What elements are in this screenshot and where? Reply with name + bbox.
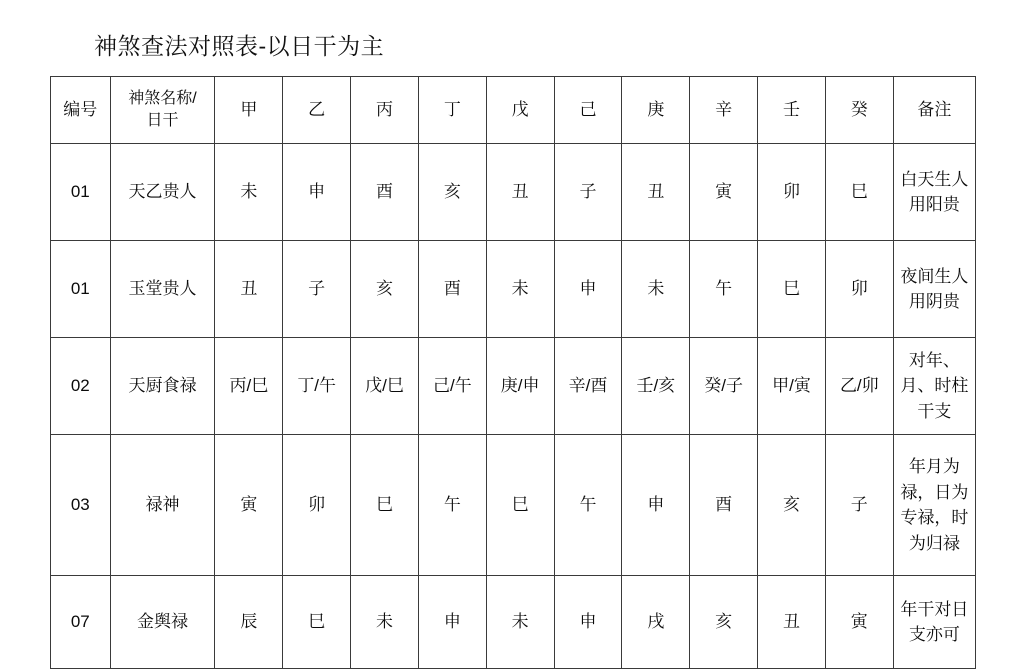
header-stem-wu: 戊: [486, 77, 554, 144]
row-name: 禄神: [110, 435, 215, 576]
cell-value: 午: [418, 435, 486, 576]
row-name: 金舆禄: [110, 576, 215, 669]
cell-value: 丑: [758, 576, 826, 669]
cell-value: 未: [215, 144, 283, 241]
cell-value: 未: [486, 241, 554, 338]
header-stem-ji: 己: [554, 77, 622, 144]
header-stem-jia: 甲: [215, 77, 283, 144]
cell-value: 丑: [622, 144, 690, 241]
row-id: 02: [51, 338, 111, 435]
cell-value: 巳: [825, 144, 893, 241]
row-note: 对年、月、时柱干支: [893, 338, 975, 435]
row-name: 玉堂贵人: [110, 241, 215, 338]
cell-value: 申: [283, 144, 351, 241]
cell-value: 申: [554, 241, 622, 338]
cell-value: 申: [622, 435, 690, 576]
cell-value: 午: [554, 435, 622, 576]
cell-value: 戌: [622, 576, 690, 669]
cell-value: 寅: [690, 144, 758, 241]
header-stem-xin: 辛: [690, 77, 758, 144]
row-note: 白天生人用阳贵: [893, 144, 975, 241]
table-row: [51, 576, 976, 669]
cell-value: 子: [283, 241, 351, 338]
cell-value: 庚/申: [486, 338, 554, 435]
header-name-line1: 神煞名称/: [128, 90, 197, 108]
cell-value: 壬/亥: [622, 338, 690, 435]
cell-value: 申: [418, 576, 486, 669]
header-note: 备注: [893, 77, 975, 144]
cell-value: 丑: [215, 241, 283, 338]
row-name: 天乙贵人: [110, 144, 215, 241]
cell-value: 酉: [690, 435, 758, 576]
header-stem-gui: 癸: [825, 77, 893, 144]
table-row: [51, 144, 976, 241]
cell-value: 戊/巳: [351, 338, 419, 435]
cell-value: 酉: [351, 144, 419, 241]
cell-value: 卯: [825, 241, 893, 338]
row-id: 01: [51, 241, 111, 338]
cell-value: 未: [622, 241, 690, 338]
row-id: 01: [51, 144, 111, 241]
cell-value: 申: [554, 576, 622, 669]
cell-value: 癸/子: [690, 338, 758, 435]
cell-value: 亥: [351, 241, 419, 338]
table-row: [51, 435, 976, 576]
cell-value: 卯: [758, 144, 826, 241]
header-stem-yi: 乙: [283, 77, 351, 144]
cell-value: 亥: [418, 144, 486, 241]
shensha-reference-table: [50, 76, 976, 669]
table-header-row: [51, 77, 976, 144]
table-row: [51, 338, 976, 435]
cell-value: 丑: [486, 144, 554, 241]
cell-value: 巳: [351, 435, 419, 576]
cell-value: 辰: [215, 576, 283, 669]
cell-value: 辛/酉: [554, 338, 622, 435]
cell-value: 甲/寅: [758, 338, 826, 435]
cell-value: 酉: [418, 241, 486, 338]
table-container: [50, 76, 976, 669]
cell-value: 巳: [758, 241, 826, 338]
cell-value: 亥: [690, 576, 758, 669]
page-title: 神煞查法对照表-以日干为主: [94, 33, 385, 59]
cell-value: 巳: [486, 435, 554, 576]
cell-value: 寅: [215, 435, 283, 576]
cell-value: 未: [486, 576, 554, 669]
header-stem-ding: 丁: [418, 77, 486, 144]
header-stem-geng: 庚: [622, 77, 690, 144]
table-row: [51, 241, 976, 338]
row-name: 天厨食禄: [110, 338, 215, 435]
cell-value: 未: [351, 576, 419, 669]
row-note: 年干对日支亦可: [893, 576, 975, 669]
cell-value: 巳: [283, 576, 351, 669]
header-id: 编号: [51, 77, 111, 144]
cell-value: 寅: [825, 576, 893, 669]
row-id: 07: [51, 576, 111, 669]
cell-value: 丙/巳: [215, 338, 283, 435]
header-name-line2: 日干: [146, 112, 179, 129]
header-stem-ren: 壬: [758, 77, 826, 144]
row-note: 夜间生人用阴贵: [893, 241, 975, 338]
cell-value: 子: [554, 144, 622, 241]
header-stem-bing: 丙: [351, 77, 419, 144]
cell-value: 己/午: [418, 338, 486, 435]
cell-value: 午: [690, 241, 758, 338]
cell-value: 卯: [283, 435, 351, 576]
row-id: 03: [51, 435, 111, 576]
cell-value: 亥: [758, 435, 826, 576]
row-note: 年月为禄，日为专禄，时为归禄: [893, 435, 975, 576]
cell-value: 乙/卯: [825, 338, 893, 435]
header-name: [110, 77, 215, 144]
cell-value: 丁/午: [283, 338, 351, 435]
cell-value: 子: [825, 435, 893, 576]
